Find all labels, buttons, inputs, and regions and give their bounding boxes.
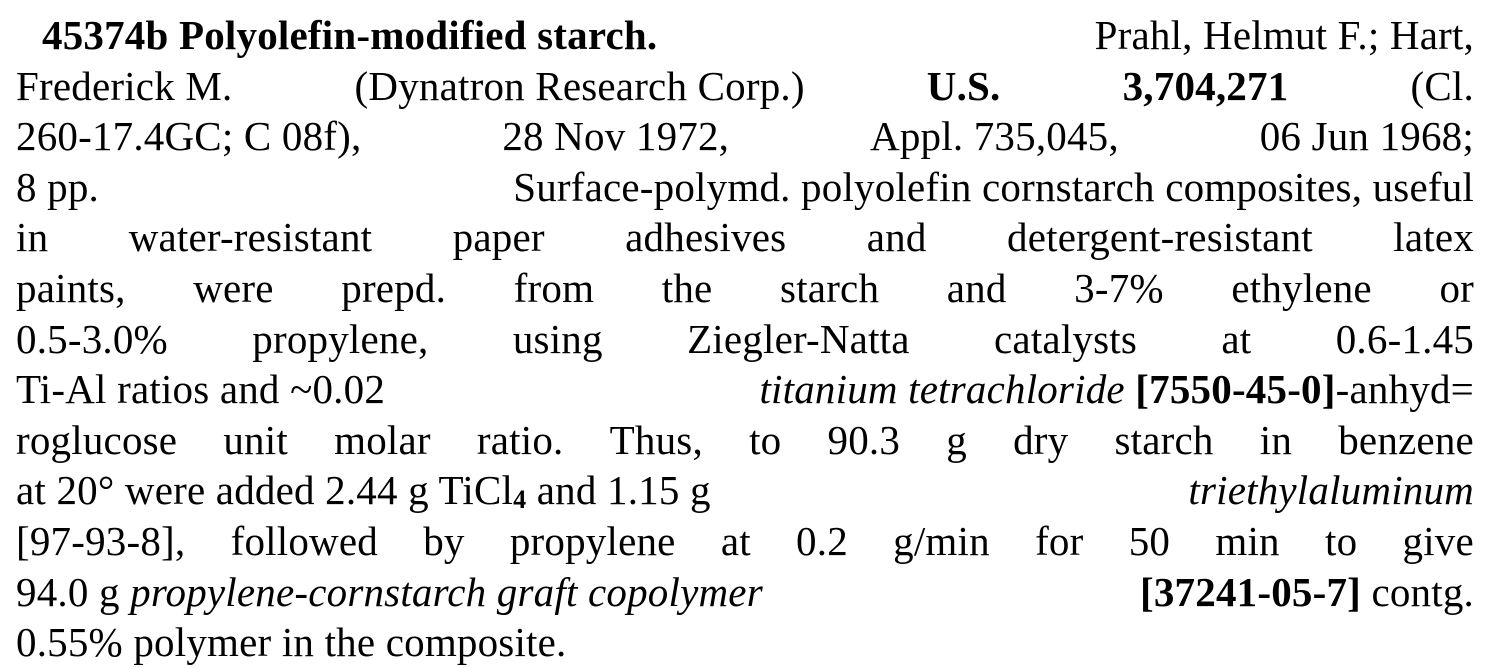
chemical-name: triethylaluminum bbox=[1188, 467, 1474, 514]
chemical-name: propylene-cornstarch graft copolymer bbox=[130, 568, 763, 615]
abstract-line-13 bbox=[16, 617, 1474, 668]
subscript: 4 bbox=[513, 485, 527, 515]
abstract-text-6-word: paints, bbox=[16, 264, 126, 311]
abstract-line-1 bbox=[16, 10, 1474, 61]
registry-number: [37241-05-7] bbox=[1139, 568, 1361, 615]
abstract-text-5-word: and bbox=[866, 214, 927, 261]
abstract-text-7-word: using bbox=[512, 315, 603, 362]
abstract-text-6-word: prepd. bbox=[341, 264, 447, 311]
abstract-text-5-word: paper bbox=[452, 214, 545, 261]
chemical-name: titanium tetrachloride bbox=[759, 366, 1125, 413]
abstract-text-6-word: 3-7% bbox=[1074, 264, 1164, 311]
null-word: [97-93-8], bbox=[16, 517, 186, 564]
abstract-text-5-word: latex bbox=[1393, 214, 1474, 261]
abstract-text-9-word: unit bbox=[223, 416, 288, 463]
abstract-text-9-word: starch bbox=[1114, 416, 1214, 463]
patent-class: 260-17.4GC; C 08f), bbox=[16, 113, 362, 160]
abstract-text-9-word: Thus, bbox=[609, 416, 703, 463]
null-word: propylene bbox=[509, 517, 676, 564]
abstract-line-5 bbox=[16, 212, 1474, 263]
patent-number: 3,704,271 bbox=[1122, 62, 1289, 109]
abstract-line-8 bbox=[16, 364, 1474, 415]
null-word: followed bbox=[230, 517, 378, 564]
abstract-text-12a: 94.0 g bbox=[16, 568, 131, 615]
patent-country: U.S. bbox=[926, 62, 1001, 109]
null-word: at bbox=[720, 517, 751, 564]
abstract-text-10a: at 20° were added 2.44 g TiCl bbox=[16, 467, 514, 514]
abstract-text-5-word: detergent-resistant bbox=[1007, 214, 1313, 261]
abstract-title: Polyolefin-modified starch. bbox=[178, 12, 658, 58]
abstract-text-7-word: catalysts bbox=[994, 315, 1138, 362]
abstract-number: 45374b bbox=[42, 12, 169, 58]
abstract-text-9-word: in bbox=[1259, 416, 1293, 463]
abstract-text-6-word: ethylene bbox=[1231, 264, 1372, 311]
null-word: 50 bbox=[1128, 517, 1171, 564]
registry-number: [7550-45-0] bbox=[1135, 366, 1336, 413]
patent-date: 28 Nov 1972, bbox=[502, 113, 730, 160]
abstract-text-9-word: molar bbox=[334, 416, 431, 463]
abstract-text-5-word: water-resistant bbox=[128, 214, 373, 261]
abstract-line-2 bbox=[16, 61, 1474, 112]
application-date: 06 Jun 1968; bbox=[1259, 113, 1474, 160]
authors: Prahl, Helmut F.; Hart, bbox=[1094, 12, 1474, 58]
abstract-text-9-word: benzene bbox=[1338, 416, 1474, 463]
application-number: Appl. 735,045, bbox=[870, 113, 1119, 160]
abstract-text-9-word: g bbox=[946, 416, 967, 463]
abstract-text-9-word: roglucose bbox=[16, 416, 178, 463]
page-count: 8 pp. bbox=[16, 163, 99, 210]
abstract-text-6-word: from bbox=[513, 264, 595, 311]
abstract-text-6-word: or bbox=[1439, 264, 1474, 311]
abstract-text-7-word: at bbox=[1221, 315, 1252, 362]
null-word: min bbox=[1215, 517, 1280, 564]
abstract-line-4 bbox=[16, 162, 1474, 213]
null-word: by bbox=[423, 517, 465, 564]
abstract-line-12 bbox=[16, 567, 1474, 618]
abstract-text-9-word: to bbox=[749, 416, 782, 463]
abstract-text-10b: and 1.15 g bbox=[526, 467, 722, 514]
assignee: (Dynatron Research Corp.) bbox=[354, 62, 805, 109]
abstract-text-6-word: the bbox=[661, 264, 713, 311]
abstract-text-7-word: Ziegler-Natta bbox=[687, 315, 910, 362]
abstract-text-9-word: 90.3 bbox=[827, 416, 901, 463]
abstract-line-6 bbox=[16, 263, 1474, 314]
abstract-text-5-word: adhesives bbox=[625, 214, 787, 261]
abstract-text-13: 0.55% polymer in the composite. bbox=[16, 619, 567, 666]
abstract-text-9-word: dry bbox=[1013, 416, 1069, 463]
abstract-text-8b: -anhyd= bbox=[1335, 366, 1474, 413]
abstract-text-6-word: were bbox=[193, 264, 274, 311]
abstract-text-9-word: ratio. bbox=[476, 416, 564, 463]
abstract-entry bbox=[16, 10, 1474, 668]
abstract-line-11 bbox=[16, 516, 1474, 567]
abstract-text-5-word: in bbox=[16, 214, 49, 261]
null-word: give bbox=[1402, 517, 1474, 564]
abstract-text-7-word: 0.6-1.45 bbox=[1335, 315, 1474, 362]
null-word: for bbox=[1035, 517, 1084, 564]
authors-continued: Frederick M. bbox=[16, 62, 233, 109]
abstract-line-3 bbox=[16, 111, 1474, 162]
abstract-text-6-word: and bbox=[946, 264, 1007, 311]
abstract-text-7-word: propylene, bbox=[252, 315, 429, 362]
class-open: (Cl. bbox=[1410, 62, 1474, 109]
abstract-line-7 bbox=[16, 314, 1474, 365]
abstract-text-12b: contg. bbox=[1371, 568, 1474, 615]
abstract-text-8a: Ti-Al ratios and ~0.02 bbox=[16, 366, 386, 413]
null-word: 0.2 bbox=[796, 517, 848, 564]
abstract-text-6-word: starch bbox=[780, 264, 880, 311]
null-word: g/min bbox=[893, 517, 990, 564]
abstract-text-4: Surface-polymd. polyolefin cornstarch composites, useful bbox=[513, 163, 1474, 210]
abstract-text-7-word: 0.5-3.0% bbox=[16, 315, 168, 362]
null-word: to bbox=[1324, 517, 1358, 564]
abstract-line-9 bbox=[16, 415, 1474, 466]
abstract-line-10 bbox=[16, 465, 1474, 516]
